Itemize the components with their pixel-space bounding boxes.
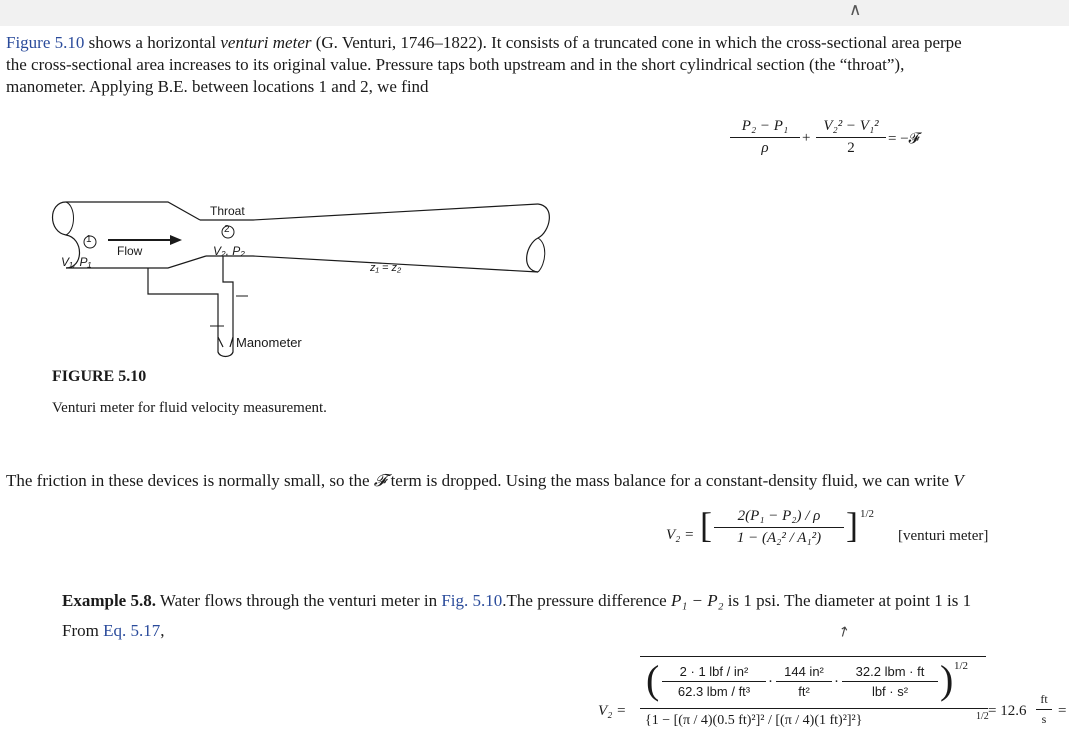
- eq3-fraction-3: [842, 664, 938, 699]
- text: is 1 psi. The diameter at point 1 is 1: [723, 591, 972, 610]
- denominator: ρ: [761, 140, 769, 156]
- text: shows a horizontal: [84, 33, 221, 52]
- paragraph-intro-line-3: manometer. Applying B.E. between locations 1 and 2, we find: [6, 77, 429, 96]
- denominator: lbf · s²: [871, 684, 909, 699]
- dot: ·: [834, 674, 839, 690]
- throat-label: Throat: [210, 204, 245, 218]
- upstream-tap-line: [148, 268, 223, 347]
- exponent: 1/2: [954, 660, 969, 672]
- denominator: ft²: [798, 684, 810, 699]
- paragraph-intro-line-1: [6, 32, 1069, 54]
- numerator: 2 · 1 lbf / in²: [679, 664, 749, 679]
- denominator: 1 − (A₂² / A₁²): [736, 530, 822, 546]
- paragraph-intro-line-2: the cross-sectional area increases to its original value. Pressure taps both upstream and in the short cylindrical section (the “throat”),: [6, 55, 905, 74]
- denominator: 62.3 lbm / ft³: [677, 684, 751, 699]
- eq3-main-bar: [640, 656, 986, 657]
- eq2-lhs: [666, 527, 694, 544]
- point-1-label: 1: [86, 234, 92, 245]
- eq3-denominator: {1 − [(π / 4)(0.5 ft)²]² / [(π / 4)(1 ft)²]²}: [645, 713, 863, 728]
- result-unit: [1036, 692, 1052, 727]
- bracket-left: [: [700, 505, 712, 545]
- eq3-fraction-1: [662, 664, 766, 699]
- friction-symbol: 𝓕: [373, 471, 387, 490]
- bracket-right: ]: [846, 505, 858, 545]
- pressure-difference: P₁ − P₂: [670, 591, 724, 610]
- pipe-wall-top-upstream: [66, 202, 200, 220]
- example-text-line-2: [62, 620, 1069, 642]
- manometer-u-tube: [218, 337, 233, 357]
- lhs: V₂ =: [666, 527, 695, 543]
- text: Water flows through the venturi meter in: [155, 591, 442, 610]
- throat-tap-line: [223, 256, 233, 347]
- top-toolbar: [0, 0, 1069, 26]
- example-text-line-1: [62, 590, 1069, 612]
- mouse-cursor-icon: ↗: [834, 622, 853, 642]
- z-equal-label: z₁ = z₂: [370, 262, 402, 274]
- denominator: s: [1041, 712, 1047, 726]
- text: .The pressure difference: [502, 591, 671, 610]
- numerator: V₂² − V₁²: [823, 118, 879, 134]
- trailing-equals: =: [1058, 703, 1067, 719]
- example-label: Example 5.8.: [62, 591, 156, 610]
- rhs: = −𝓕: [888, 131, 920, 147]
- fraction: [816, 118, 886, 157]
- text: venturi meter: [220, 33, 312, 52]
- equation-link[interactable]: Eq. 5.17: [103, 621, 161, 640]
- plus-sign: +: [802, 130, 811, 146]
- text: The friction in these devices is normally small, so the: [6, 471, 374, 490]
- text: term is dropped. Using the mass balance for a constant-density fluid, we can write: [386, 471, 954, 490]
- pipe-break-left-inner: [66, 202, 74, 235]
- exponent: 1/2: [860, 508, 875, 520]
- result-value: = 12.6: [988, 703, 1027, 719]
- throat-top: [200, 204, 538, 220]
- text: ,: [160, 621, 165, 640]
- fraction: [730, 118, 800, 157]
- flow-label: Flow: [117, 244, 143, 258]
- pipe-break-right-inner: [538, 238, 545, 272]
- paren-right: ): [940, 657, 954, 702]
- flow-arrowhead: [170, 235, 182, 245]
- text: V: [953, 471, 964, 490]
- manometer-label: Manometer: [236, 335, 302, 350]
- chevron-up-icon[interactable]: ∧: [849, 0, 862, 20]
- venturi-diagram: [48, 192, 558, 362]
- figure-caption-text: Venturi meter for fluid velocity measurement.: [52, 400, 327, 416]
- eq3-fraction-2: [776, 664, 832, 699]
- equation-tag: [venturi meter]: [898, 528, 989, 544]
- v2-p2-label: V₂, P₂: [213, 244, 245, 258]
- text: (G. Venturi, 1746–1822). It consists of a truncated cone in which the cross-sectional area perpe: [311, 33, 962, 52]
- figure-link[interactable]: Fig. 5.10: [441, 591, 503, 610]
- dot: ·: [768, 674, 773, 690]
- numerator: ft: [1040, 692, 1048, 706]
- denominator: 2: [847, 140, 855, 156]
- point-2-label: 2: [224, 224, 230, 235]
- numerator: 32.2 lbm · ft: [855, 664, 925, 679]
- paren-left: (: [646, 657, 660, 702]
- denominator-exponent: 1/2: [976, 711, 989, 722]
- numerator: 144 in²: [784, 664, 824, 679]
- paragraph-friction: [6, 470, 1069, 492]
- eq2-fraction: [714, 508, 844, 547]
- numerator: P₂ − P₁: [741, 118, 789, 134]
- figure-link[interactable]: Figure 5.10: [6, 33, 85, 52]
- eq3-main-fraction-bar: [640, 708, 988, 709]
- v1-p1-label: V₁, P₁: [61, 255, 92, 269]
- lhs: V₂ =: [598, 703, 627, 719]
- equation-bernoulli: [730, 118, 990, 168]
- eq3-lhs: [598, 703, 626, 720]
- numerator: 2(P₁ − P₂) / ρ: [737, 508, 821, 524]
- figure-caption-title: FIGURE 5.10: [52, 368, 147, 385]
- text: From: [62, 621, 104, 640]
